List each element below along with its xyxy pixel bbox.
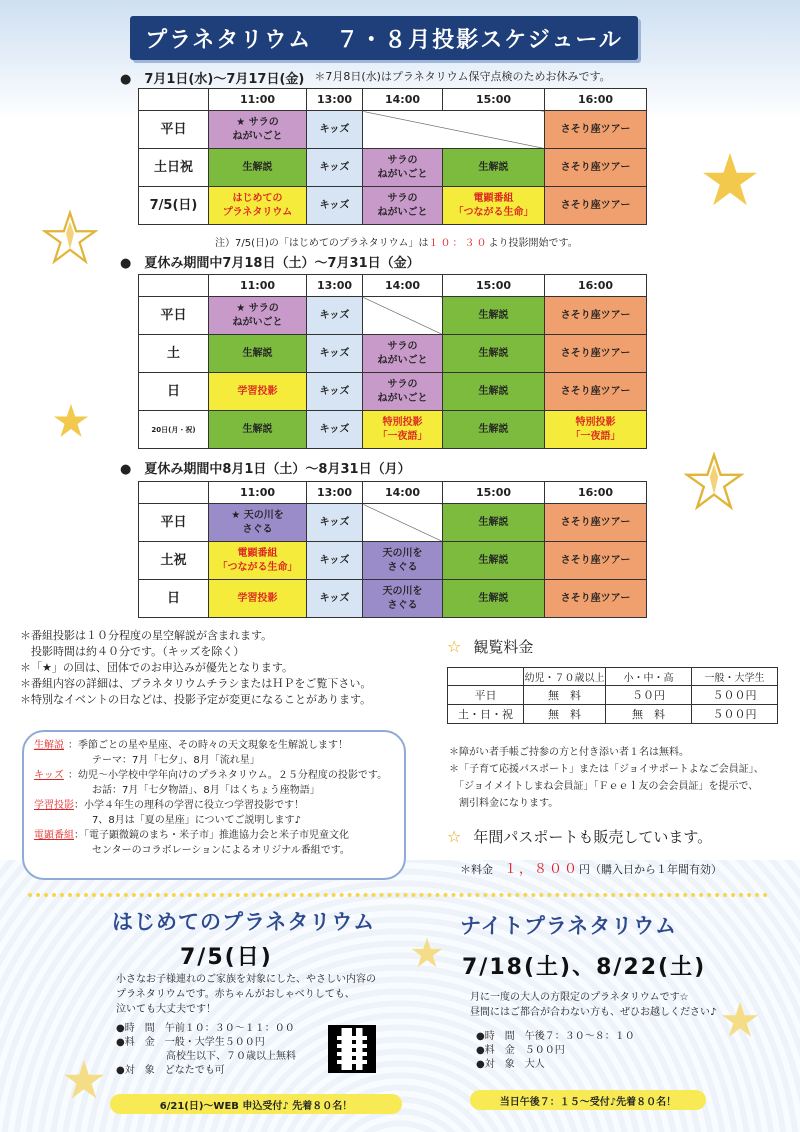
event2-description: 月に一度の大人の方限定のプラネタリウムです☆ 昼間にはご都合が合わない方も、ぜひお越しください♪: [470, 992, 717, 1018]
table-row: [139, 187, 647, 225]
event1-info: ●時 間 午前１０：３０～１１：００ ●料 金 一般・大学生５００円 高校生以下、７０歳以上無料 ●対 象 どなたでも可: [116, 1023, 296, 1076]
empty-cell: [363, 504, 443, 542]
row-label: 7/5(日): [139, 187, 209, 225]
program-cell: 生解説: [443, 542, 545, 580]
corner-cell: [139, 89, 209, 111]
fee-heading: ☆ 観覧料金: [447, 637, 534, 656]
star-icon: [52, 402, 90, 440]
star-icon: [720, 1000, 760, 1040]
event2-registration-badge: 当日午後７：１５～受付♪先着８０名！: [470, 1090, 706, 1110]
table-row: [139, 542, 647, 580]
program-cell: サラの ねがいごと: [363, 187, 443, 225]
program-cell: キッズ: [307, 297, 363, 335]
time-header: 11:00: [209, 275, 307, 297]
list-item: ＊「子育て応援パスポート」または「ジョイサポートよなご会員証」、: [449, 764, 764, 775]
time-header: 14:00: [363, 482, 443, 504]
table-row: 平日 無 料 ５０円 ５００円: [448, 686, 778, 705]
time-header: 15:00: [443, 275, 545, 297]
pass-heading: ☆ 年間パスポートも販売しています。: [447, 827, 713, 846]
table-row: [139, 580, 647, 618]
program-cell: さそり座ツアー: [545, 149, 647, 187]
event1-registration-badge: 6/21(日)～WEB 申込受付♪ 先着８０名！: [110, 1094, 402, 1114]
program-cell: さそり座ツアー: [545, 111, 647, 149]
schedule-table-1: [138, 88, 647, 225]
event1-title: はじめてのプラネタリウム: [112, 910, 376, 934]
program-cell: さそり座ツアー: [545, 580, 647, 618]
program-legend: 生解説 ：季節ごとの星や星座、その時々の天文現象を生解説します！ テーマ：7月「七夕」、8月「流れ星」 キッズ ：幼児～小学校中学年向けのプラネタリウム。２５分程度の投影です。 お話：7月「七夕物語」、8月「はくちょう座物語」 学習投影 ：小学４年生の理科の学習に役立つ学習投影です！ 7、8月は「夏の星座」についてご説明します♪ 電顕番組 ：「電子顕微鏡のまち・米子市」推進協力会と米子市児童文化 センターのコラボレーションによるオリジナル番組です。: [22, 730, 406, 880]
program-cell: 生解説: [443, 149, 545, 187]
program-cell: さそり座ツアー: [545, 297, 647, 335]
program-cell: さそり座ツアー: [545, 335, 647, 373]
program-cell: キッズ: [307, 111, 363, 149]
program-cell: キッズ: [307, 187, 363, 225]
time-header: 15:00: [443, 89, 545, 111]
time-header: 11:00: [209, 482, 307, 504]
page-title: プラネタリウム ７・８月投影スケジュール: [130, 16, 638, 60]
corner-cell: [139, 275, 209, 297]
program-cell: さそり座ツアー: [545, 504, 647, 542]
program-cell: さそり座ツアー: [545, 542, 647, 580]
program-cell: キッズ: [307, 542, 363, 580]
time-header: 14:00: [363, 275, 443, 297]
schedule-table-3: [138, 481, 647, 618]
star-outline-icon: ☆: [447, 827, 462, 846]
row-label: 日: [139, 373, 209, 411]
row-label: 平日: [139, 504, 209, 542]
time-header: 16:00: [545, 482, 647, 504]
program-cell: 生解説: [443, 580, 545, 618]
list-item: 投影時間は約４０分です。（キッズを除く）: [20, 645, 245, 658]
section1-footnote: 注）7/5(日)の「はじめてのプラネタリウム」は１０：３０より投影開始です。: [215, 238, 578, 249]
program-cell: サラの ねがいごと: [363, 335, 443, 373]
fee-header: 小・中・高: [606, 668, 692, 686]
program-cell: 生解説: [443, 335, 545, 373]
row-label: 平日: [139, 297, 209, 335]
program-cell: 学習投影: [209, 580, 307, 618]
program-cell: キッズ: [307, 580, 363, 618]
time-header: 16:00: [545, 89, 647, 111]
time-header: 15:00: [443, 482, 545, 504]
schedule-table-2: [138, 274, 647, 449]
empty-cell: [363, 111, 545, 149]
program-cell: 学習投影: [209, 373, 307, 411]
empty-cell: [363, 297, 443, 335]
star-outline-icon: ☆: [447, 637, 462, 656]
row-label: 日: [139, 580, 209, 618]
fee-table: [447, 667, 778, 724]
program-cell: 特別投影 「一夜語」: [545, 411, 647, 449]
list-item: 「ジョイメイトしまね会員証」「Ｆｅｅｌ友の会会員証」を提示で、: [449, 781, 759, 792]
section-divider: [28, 893, 768, 897]
schedule-notes: [20, 628, 430, 708]
table-row: [139, 335, 647, 373]
time-header: 13:00: [307, 482, 363, 504]
table-row: [139, 297, 647, 335]
star-icon: [62, 1058, 106, 1102]
program-cell: 生解説: [209, 149, 307, 187]
corner-cell: [139, 482, 209, 504]
corner-cell: [448, 668, 524, 686]
section3-heading: ● 夏休み期間中8月1日（土）～8月31日（月）: [120, 462, 411, 477]
pass-price: ＊料金 １，８００円（購入日から１年間有効）: [460, 862, 723, 877]
program-cell: キッズ: [307, 411, 363, 449]
star-icon: [410, 936, 444, 970]
legend-key: 電顕番組: [34, 830, 74, 841]
program-cell: 天の川を さぐる: [363, 580, 443, 618]
list-item: ＊特別なイベントの日などは、投影予定が変更になることがあります。: [20, 693, 372, 706]
legend-key: キッズ: [34, 770, 64, 781]
list-item: 割引料金になります。: [449, 798, 559, 809]
program-cell: ★ サラの ねがいごと: [209, 297, 307, 335]
program-cell: 電顕番組 「つながる生命」: [209, 542, 307, 580]
list-item: ＊「★」の回は、団体でのお申込みが優先となります。: [20, 661, 293, 674]
program-cell: 電顕番組 「つながる生命」: [443, 187, 545, 225]
row-label: 平日: [139, 111, 209, 149]
program-cell: 生解説: [443, 411, 545, 449]
program-cell: サラの ねがいごと: [363, 373, 443, 411]
table-row: [139, 111, 647, 149]
time-header: 16:00: [545, 275, 647, 297]
program-cell: 生解説: [443, 297, 545, 335]
program-cell: さそり座ツアー: [545, 373, 647, 411]
time-header: 11:00: [209, 89, 307, 111]
time-header: 13:00: [307, 275, 363, 297]
table-row: [139, 373, 647, 411]
table-row: [139, 149, 647, 187]
star-icon: [684, 452, 744, 512]
legend-key: 生解説: [34, 740, 64, 751]
section1-heading: [120, 68, 611, 87]
section1-dates: ● 7月1日(水)～7月17日(金): [120, 72, 305, 87]
table-row: 土・日・祝 無 料 無 料 ５００円: [448, 705, 778, 724]
event2-title: ナイトプラネタリウム: [460, 914, 678, 938]
program-cell: ★ サラの ねがいごと: [209, 111, 307, 149]
program-cell: はじめての プラネタリウム: [209, 187, 307, 225]
table-row: [139, 411, 647, 449]
list-item: ＊番組内容の詳細は、プラネタリウムチラシまたはＨＰをご覧下さい。: [20, 677, 372, 690]
table-row: [139, 504, 647, 542]
event1-description: 小さなお子様連れのご家族を対象にした、やさしい内容の プラネタリウムです。赤ちゃんがおしゃべりしても、 泣いても大丈夫です！: [116, 974, 376, 1015]
program-cell: サラの ねがいごと: [363, 149, 443, 187]
row-label: 土日祝: [139, 149, 209, 187]
event2-date: 7/18(土)、8/22(土): [462, 955, 707, 980]
fee-header: 一般・大学生: [692, 668, 778, 686]
fee-header: 幼児・７０歳以上: [524, 668, 606, 686]
program-cell: キッズ: [307, 504, 363, 542]
program-cell: 生解説: [443, 373, 545, 411]
list-item: ＊障がい者手帳ご持参の方と付き添い者１名は無料。: [449, 747, 689, 758]
qr-code-icon[interactable]: [328, 1025, 376, 1073]
fee-notes: [449, 744, 789, 812]
row-label: 土祝: [139, 542, 209, 580]
program-cell: キッズ: [307, 149, 363, 187]
program-cell: 生解説: [443, 504, 545, 542]
list-item: ＊番組投影は１０分程度の星空解説が含まれます。: [20, 629, 273, 642]
star-icon: [42, 210, 98, 266]
program-cell: キッズ: [307, 335, 363, 373]
time-header: 13:00: [307, 89, 363, 111]
event2-info: ●時 間 午後７：３０～８：１０ ●料 金 ５００円 ●対 象 大人: [476, 1031, 635, 1070]
program-cell: 生解説: [209, 411, 307, 449]
section2-heading: ● 夏休み期間中7月18日（土）～7月31日（金）: [120, 256, 420, 271]
program-cell: 生解説: [209, 335, 307, 373]
row-label: 20日(月・祝): [139, 411, 209, 449]
program-cell: キッズ: [307, 373, 363, 411]
program-cell: さそり座ツアー: [545, 187, 647, 225]
section1-closure-note: ＊7月8日(水)はプラネタリウム保守点検のためお休みです。: [314, 70, 611, 83]
program-cell: 天の川を さぐる: [363, 542, 443, 580]
program-cell: ★ 天の川を さぐる: [209, 504, 307, 542]
time-header: 14:00: [363, 89, 443, 111]
star-icon: [700, 150, 760, 210]
program-cell: 特別投影 「一夜語」: [363, 411, 443, 449]
legend-key: 学習投影: [34, 800, 74, 811]
row-label: 土: [139, 335, 209, 373]
event1-date: 7/5(日): [180, 945, 273, 970]
